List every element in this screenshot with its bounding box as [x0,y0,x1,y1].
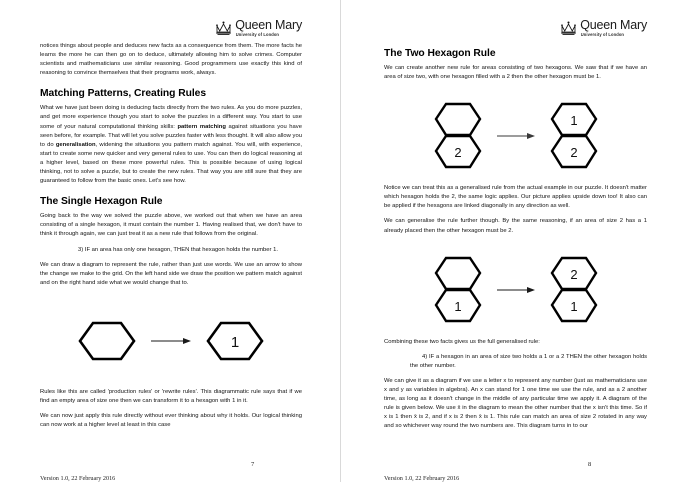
diagram-b-spacer-top [384,242,647,256]
page-left [0,0,341,482]
right-arrow-icon [496,284,536,296]
paragraph-two-5: We can give it as a diagram if we use a letter x to represent any number (just as mathematicians use x and y as variables in algebra). An x can stand for 1 one time we use the rule, and as a 2 another time, as long as it doesn't change in the middle of any particular time we apply it. A diagram of the rule is given below. We use x̄ in the diagram to mean the other number that the x isn't this time. So if x is 1 then x̄ is 2, and if x is 2 then x̄ is 1. This rule can match an area of size 2 rotated in any way and so whichever way round the two numbers are. This diagram turns in to our [384,377,647,430]
paragraph-single-3: Rules like this are called 'production rules' or 'rewrite rules'. This diagrammatic rule says that if we find an empty area of size one then we can transform it to a hexagon with 1 in it. [40,388,302,404]
paragraph-single-4: We can now just apply this rule directly without ever thinking about why it holds. Our logical thinking can now work at a higher level at least in this case [40,413,302,429]
paragraph-two-4: Combining these two facts gives us the full generalised rule: [384,338,540,345]
version-footer-left: Version 1.0, 22 February 2016 [40,475,116,482]
right-arrow-icon [496,130,536,142]
rule-statement-4: 4) IF a hexagon in an area of size two holds a 1 or a 2 THEN the other hexagon holds the other number. [410,353,647,369]
single-hexagon-rule-diagram [40,320,302,362]
rule-statement-3: 3) IF an area has only one hexagon, THEN that hexagon holds the number 1. [78,246,279,253]
hexagon-pair-a-left [434,102,482,170]
version-footer-right: Version 1.0, 22 February 2016 [384,475,460,482]
heading-matching-patterns: Matching Patterns, Creating Rules [40,88,206,100]
right-arrow-icon [150,335,192,347]
page-right [341,0,683,482]
para-matching-seg2: against situations you have seen before, for example. That will let you solve puzzles faster with less thought. It will also allow you to do [40,123,302,148]
paragraph-two-1: We can create another new rule for areas consisting of two hexagons. We saw that if we have an area of size two, with one hexagon filled with a 2 then the other hexagon must be 1. [384,65,647,81]
two-hexagon-rule-diagram-b [384,256,647,324]
paragraph-matching-patterns [40,104,302,186]
hexagon-empty [78,320,136,362]
diagram-a-spacer-bottom [384,170,647,184]
hexagon-labeled-1 [206,320,264,362]
hexagon-value-label: 2 [453,145,462,161]
hexagon-value-label-top: 2 [569,266,578,282]
logo-wordmark [580,19,647,37]
diagram-spacer-top [40,294,302,320]
page-number-right: 8 [588,461,592,468]
hexagon-value-label: 1 [453,298,462,314]
diagram-spacer-bottom [40,362,302,388]
hexagon-value-label: 1 [230,333,240,351]
emphasis-pattern-matching: pattern matching [177,123,226,130]
queen-mary-logo [40,18,302,38]
logo-name: Queen Mary [580,18,647,33]
paragraph-two-2: Notice we can treat this as a generalised rule from the actual example in our puzzle. It doesn't matter which hexagon holds the 2, the same logic applies. Our picture applies upside down too! It also can be applied if the hexagons are linked diagonally in any direction as well. [384,185,647,210]
crown-icon [560,21,577,36]
heading-single-hexagon-rule: The Single Hexagon Rule [40,196,163,208]
para-matching-seg1: What we have just been doing is deducing facts directly from the two rules. As you do more puzzles, and get more experience though you start to solve the puzzles in a different way. You start to use some of your natural computational thinking skills: [40,105,302,130]
hexagon-pair-b-left [434,256,482,324]
page-number-left: 7 [251,461,255,468]
paragraph-intro: notices things about people and deduces new facts as a consequence from them. The more facts he learns the more he can then go on to deduce, ultimately allowing him to solve crimes. Computer scientists and mathematicians use similar reasoning. Good programmers use exactly this kind of reasoning to convince themselves that their programs work, always. [40,43,302,77]
logo-subtitle: University of London [580,31,625,37]
hexagon-value-label-top: 1 [569,113,578,129]
paragraph-two-3: We can generalise the rule further though. By the same reasoning, if an area of size 2 has a 1 already placed then the other hexagon must be 2. [384,218,647,234]
logo-subtitle: University of London [235,31,280,37]
diagram-b-spacer-bottom [384,324,647,338]
queen-mary-logo-right [384,18,647,38]
hexagon-pair-a-right [550,102,598,170]
hexagon-value-label-bottom: 1 [569,298,578,314]
diagram-a-spacer-top [384,88,647,102]
logo-name: Queen Mary [235,18,302,33]
emphasis-generalisation: generalisation [55,141,96,148]
hexagon-pair-b-right [550,256,598,324]
hexagon-value-label-bottom: 2 [569,145,578,161]
two-hexagon-rule-diagram-a [384,102,647,170]
paragraph-single-1: Going back to the way we solved the puzzle above, we worked out that when we have an area consisting of a single hexagon, it must contain the number 1. Having realised that, we don't have to think it through again, we can just treat it as a new rule that follows from the original. [40,213,302,238]
paragraph-single-2: We can draw a diagram to represent the rule, rather than just use words. We use an arrow to show the change we make to the grid. On the left hand side we draw the position we pattern match against and on the right hand side what we would change that to. [40,261,302,286]
crown-icon [215,21,232,36]
heading-two-hexagon-rule: The Two Hexagon Rule [384,48,496,59]
logo-wordmark [235,19,302,37]
para-matching-seg3: , widening the situations you pattern match against. You will, with experience, start to create some new quicker and very general rules to use. You can then do logical reasoning at a higher level, based on these more powerful rules. This is possible because of using logical thinking, not to solve a puzzle, but to create the new rules. That way you are still sure that they are guaranteed to follow from the basic ones. Let's see how. [40,141,302,185]
